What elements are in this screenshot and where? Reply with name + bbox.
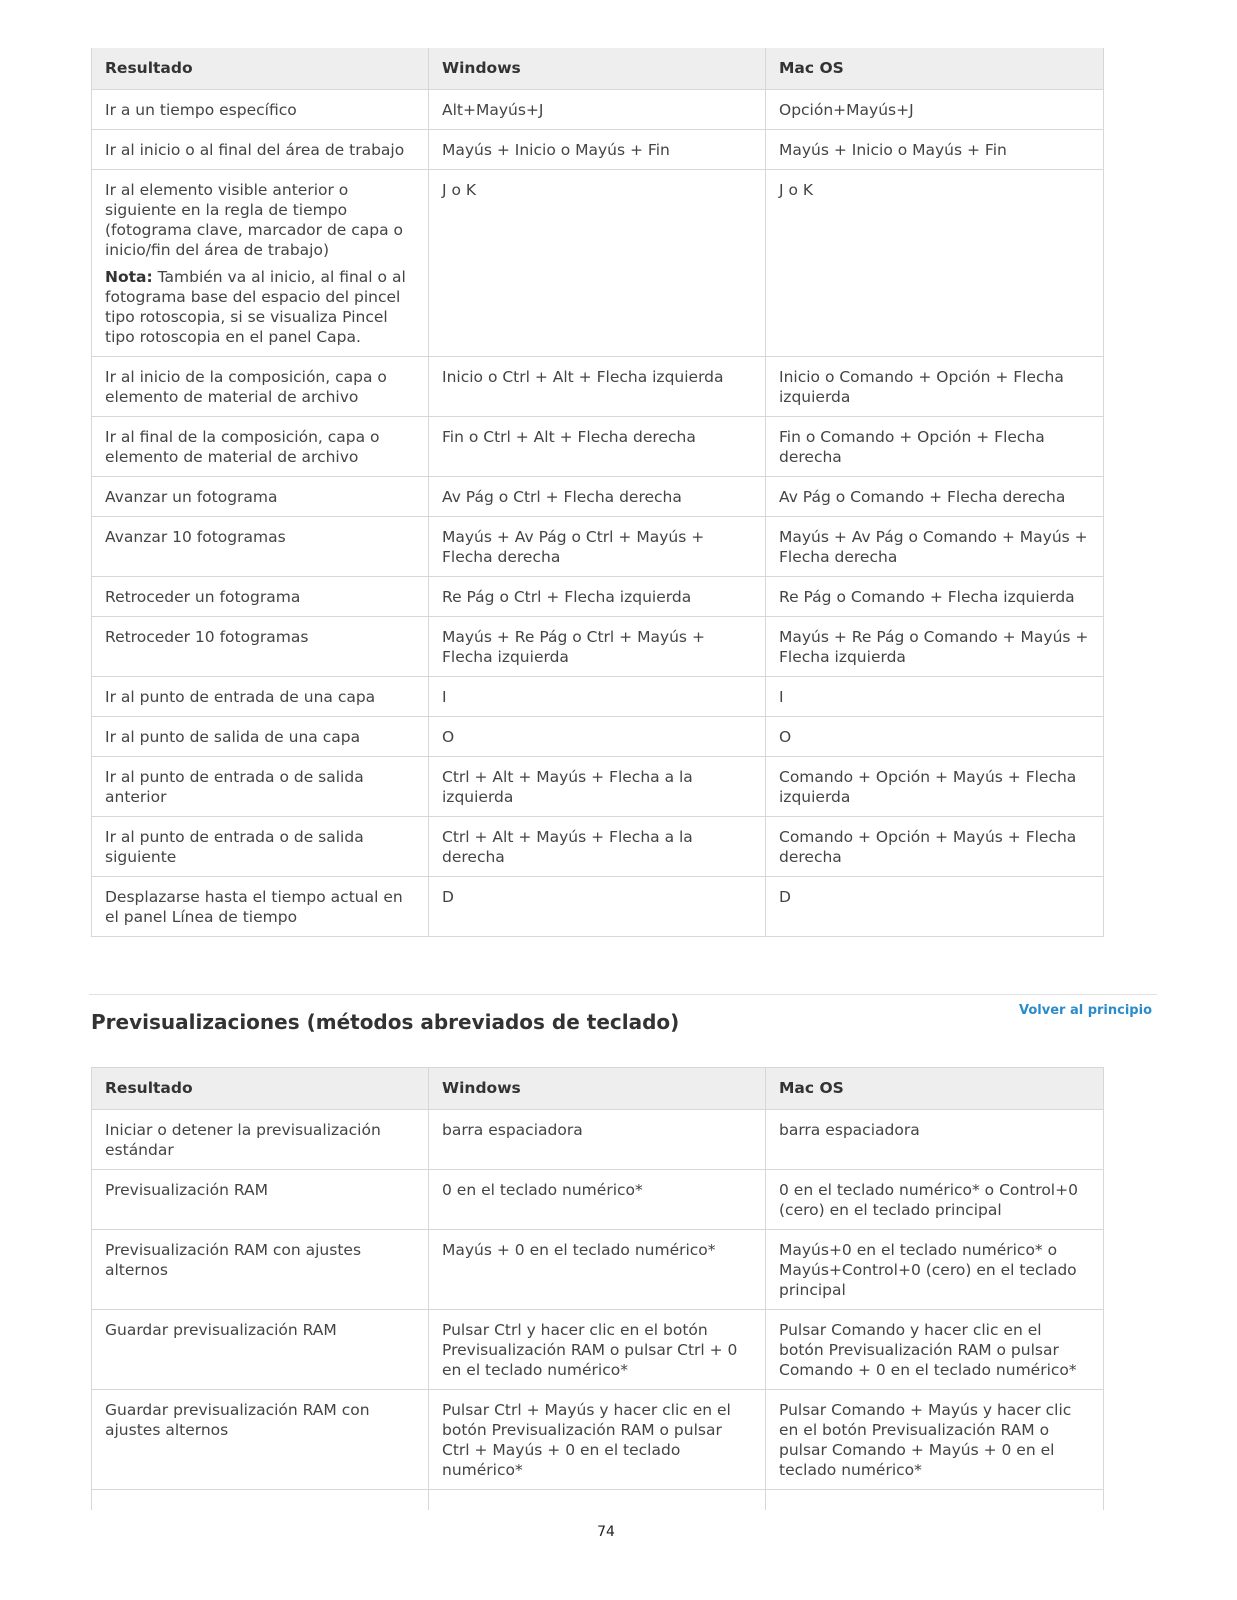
cell-macos: Opción+Mayús+J [766, 90, 1104, 130]
cell-macos: Mayús+0 en el teclado numérico* o Mayús+Control+0 (cero) en el teclado principal [766, 1230, 1104, 1310]
cell-result [92, 1490, 429, 1510]
cell-macos: barra espaciadora [766, 1110, 1104, 1170]
table-row [92, 417, 1104, 477]
cell-result: Ir a un tiempo específico [92, 90, 429, 130]
cell-macos: Pulsar Comando y hacer clic en el botón Previsualización RAM o pulsar Comando + 0 en el teclado numérico* [766, 1310, 1104, 1390]
cell-windows: Av Pág o Ctrl + Flecha derecha [429, 477, 766, 517]
table-row [92, 1490, 1104, 1510]
table-row [92, 517, 1104, 577]
cell-windows: Pulsar Ctrl + Mayús y hacer clic en el botón Previsualización RAM o pulsar Ctrl + Mayús + 0 en el teclado numérico* [429, 1390, 766, 1490]
column-header-macos: Mac OS [766, 1068, 1104, 1110]
cell-macos: J o K [766, 170, 1104, 357]
column-header-macos: Mac OS [766, 48, 1104, 90]
cell-result: Ir al punto de entrada o de salida anterior [92, 757, 429, 817]
table-row [92, 877, 1104, 937]
cell-windows: Pulsar Ctrl y hacer clic en el botón Previsualización RAM o pulsar Ctrl + 0 en el teclado numérico* [429, 1310, 766, 1390]
cell-result: Avanzar 10 fotogramas [92, 517, 429, 577]
cell-macos: Comando + Opción + Mayús + Flecha izquierda [766, 757, 1104, 817]
table-row [92, 817, 1104, 877]
cell-macos: Mayús + Inicio o Mayús + Fin [766, 130, 1104, 170]
cell-result: Ir al punto de salida de una capa [92, 717, 429, 757]
cell-windows: Ctrl + Alt + Mayús + Flecha a la derecha [429, 817, 766, 877]
cell-result: Guardar previsualización RAM con ajustes alternos [92, 1390, 429, 1490]
table-row [92, 617, 1104, 677]
cell-windows: Mayús + Av Pág o Ctrl + Mayús + Flecha derecha [429, 517, 766, 577]
column-header-windows: Windows [429, 1068, 766, 1110]
table-row [92, 1310, 1104, 1390]
cell-windows: Fin o Ctrl + Alt + Flecha derecha [429, 417, 766, 477]
table-row [92, 1390, 1104, 1490]
table-row [92, 1170, 1104, 1230]
table-header [92, 48, 1104, 90]
cell-result: Ir al inicio de la composición, capa o elemento de material de archivo [92, 357, 429, 417]
cell-result: Guardar previsualización RAM [92, 1310, 429, 1390]
cell-macos: D [766, 877, 1104, 937]
cell-result: Retroceder un fotograma [92, 577, 429, 617]
section-divider [89, 994, 1157, 995]
cell-result: Desplazarse hasta el tiempo actual en el panel Línea de tiempo [92, 877, 429, 937]
cell-result: Ir al final de la composición, capa o elemento de material de archivo [92, 417, 429, 477]
note [105, 267, 415, 347]
cell-macos: 0 en el teclado numérico* o Control+0 (cero) en el teclado principal [766, 1170, 1104, 1230]
cell-windows: Re Pág o Ctrl + Flecha izquierda [429, 577, 766, 617]
cell-macos: Mayús + Re Pág o Comando + Mayús + Flecha izquierda [766, 617, 1104, 677]
cell-macos [766, 1490, 1104, 1510]
cell-result: Retroceder 10 fotogramas [92, 617, 429, 677]
table-row [92, 170, 1104, 357]
cell-result [92, 170, 429, 357]
table-header [92, 1068, 1104, 1110]
cell-windows: Inicio o Ctrl + Alt + Flecha izquierda [429, 357, 766, 417]
cell-windows: J o K [429, 170, 766, 357]
cell-macos: Pulsar Comando + Mayús y hacer clic en el botón Previsualización RAM o pulsar Comando + Mayús + 0 en el teclado numérico* [766, 1390, 1104, 1490]
note-text: También va al inicio, al final o al fotograma base del espacio del pincel tipo rotoscopia, si se visualiza Pincel tipo rotoscopia en el panel Capa. [105, 268, 406, 346]
cell-windows: 0 en el teclado numérico* [429, 1170, 766, 1230]
cell-macos: Mayús + Av Pág o Comando + Mayús + Flecha derecha [766, 517, 1104, 577]
cell-windows: O [429, 717, 766, 757]
table-row [92, 1110, 1104, 1170]
cell-windows: Alt+Mayús+J [429, 90, 766, 130]
cell-result-text: Ir al elemento visible anterior o siguiente en la regla de tiempo (fotograma clave, marcador de capa o inicio/fin del área de trabajo) [105, 181, 404, 259]
cell-windows: I [429, 677, 766, 717]
table-row [92, 677, 1104, 717]
cell-result: Avanzar un fotograma [92, 477, 429, 517]
column-header-windows: Windows [429, 48, 766, 90]
cell-result: Ir al punto de entrada de una capa [92, 677, 429, 717]
table-row [92, 357, 1104, 417]
table-row [92, 757, 1104, 817]
cell-windows [429, 1490, 766, 1510]
cell-windows: Mayús + 0 en el teclado numérico* [429, 1230, 766, 1310]
shortcuts-table-navigation [91, 48, 1104, 937]
table-row [92, 130, 1104, 170]
table-row [92, 577, 1104, 617]
cell-windows: D [429, 877, 766, 937]
cell-macos: Fin o Comando + Opción + Flecha derecha [766, 417, 1104, 477]
cell-result: Ir al inicio o al final del área de trabajo [92, 130, 429, 170]
note-label: Nota: [105, 268, 153, 286]
cell-macos: Comando + Opción + Mayús + Flecha derecha [766, 817, 1104, 877]
cell-macos: I [766, 677, 1104, 717]
shortcuts-table-previews [91, 1067, 1104, 1510]
table-row [92, 90, 1104, 130]
cell-result: Previsualización RAM con ajustes alternos [92, 1230, 429, 1310]
table-row [92, 717, 1104, 757]
column-header-result: Resultado [92, 1068, 429, 1110]
back-to-top-link[interactable]: Volver al principio [1019, 1003, 1153, 1018]
section-title: Previsualizaciones (métodos abreviados de teclado) [91, 1010, 680, 1034]
cell-windows: Mayús + Inicio o Mayús + Fin [429, 130, 766, 170]
cell-result: Previsualización RAM [92, 1170, 429, 1230]
cell-macos: Re Pág o Comando + Flecha izquierda [766, 577, 1104, 617]
cell-macos: O [766, 717, 1104, 757]
cell-macos: Inicio o Comando + Opción + Flecha izquierda [766, 357, 1104, 417]
cell-result: Ir al punto de entrada o de salida siguiente [92, 817, 429, 877]
table-row [92, 477, 1104, 517]
cell-windows: Mayús + Re Pág o Ctrl + Mayús + Flecha izquierda [429, 617, 766, 677]
cell-macos: Av Pág o Comando + Flecha derecha [766, 477, 1104, 517]
cell-result: Iniciar o detener la previsualización estándar [92, 1110, 429, 1170]
page-number: 74 [597, 1524, 615, 1540]
cell-windows: barra espaciadora [429, 1110, 766, 1170]
column-header-result: Resultado [92, 48, 429, 90]
table-row [92, 1230, 1104, 1310]
cell-windows: Ctrl + Alt + Mayús + Flecha a la izquierda [429, 757, 766, 817]
